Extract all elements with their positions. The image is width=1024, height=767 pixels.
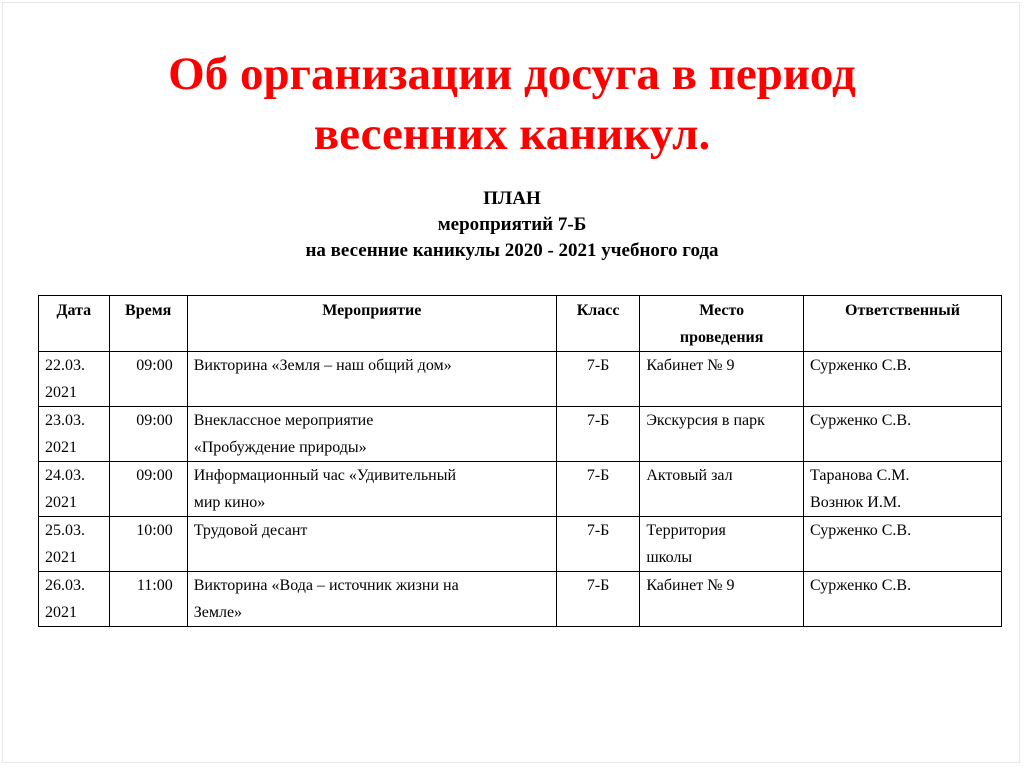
cell-place-line-1: Территория <box>646 522 726 539</box>
cell-event <box>187 517 556 572</box>
cell-time: 10:00 <box>109 517 187 572</box>
cell-event-line-1: Викторина «Вода – источник жизни на <box>193 577 459 594</box>
cell-place-line-2: школы <box>646 549 693 566</box>
cell-responsible <box>804 352 1002 407</box>
cell-event-line-1: Информационный час «Удивительный <box>193 467 457 484</box>
table-row <box>39 572 1002 627</box>
cell-date <box>39 572 110 627</box>
cell-responsible-line-1: Сурженко С.В. <box>810 522 912 539</box>
cell-class: 7-Б <box>556 462 639 517</box>
cell-class: 7-Б <box>556 352 639 407</box>
header-place-line-2: проведения <box>679 329 764 346</box>
cell-place <box>640 572 804 627</box>
cell-class: 7-Б <box>556 572 639 627</box>
cell-time: 09:00 <box>109 462 187 517</box>
cell-event-line-2: мир кино» <box>193 494 266 511</box>
header-date: Дата <box>39 296 110 352</box>
cell-date <box>39 352 110 407</box>
cell-responsible-line-1: Сурженко С.В. <box>810 357 912 374</box>
slide-title-line-2: весенних каникул. <box>313 108 711 160</box>
cell-place <box>640 352 804 407</box>
header-place-line-1: Место <box>699 302 745 319</box>
header-responsible: Ответственный <box>804 296 1002 352</box>
cell-class: 7-Б <box>556 407 639 462</box>
cell-event <box>187 352 556 407</box>
table-row <box>39 407 1002 462</box>
events-table <box>38 295 1002 627</box>
cell-responsible <box>804 407 1002 462</box>
cell-date <box>39 407 110 462</box>
cell-place-line-1: Кабинет № 9 <box>646 357 735 374</box>
cell-event <box>187 462 556 517</box>
table-header-row <box>39 296 1002 352</box>
cell-place-line-1: Актовый зал <box>646 467 733 484</box>
header-event: Мероприятие <box>187 296 556 352</box>
header-time: Время <box>109 296 187 352</box>
cell-date <box>39 462 110 517</box>
cell-responsible-line-1: Таранова С.М. <box>810 467 910 484</box>
cell-date-line-1: 24.03. <box>45 467 85 484</box>
cell-event <box>187 572 556 627</box>
cell-class: 7-Б <box>556 517 639 572</box>
cell-date-line-1: 26.03. <box>45 577 85 594</box>
cell-date <box>39 517 110 572</box>
cell-place <box>640 407 804 462</box>
cell-event-line-1: Внеклассное мероприятие <box>193 412 374 429</box>
cell-time: 11:00 <box>109 572 187 627</box>
cell-place-line-1: Кабинет № 9 <box>646 577 735 594</box>
cell-place <box>640 462 804 517</box>
table-row <box>39 462 1002 517</box>
table-row <box>39 352 1002 407</box>
cell-date-line-2: 2021 <box>45 549 77 566</box>
cell-date-line-2: 2021 <box>45 494 77 511</box>
cell-date-line-1: 25.03. <box>45 522 85 539</box>
slide-title-line-1: Об организации досуга в период <box>168 48 856 100</box>
cell-time: 09:00 <box>109 352 187 407</box>
cell-event-line-1: Викторина «Земля – наш общий дом» <box>193 357 452 374</box>
cell-place <box>640 517 804 572</box>
plan-header <box>0 186 1024 264</box>
cell-responsible-line-1: Сурженко С.В. <box>810 577 912 594</box>
header-place <box>640 296 804 352</box>
cell-time: 09:00 <box>109 407 187 462</box>
cell-event-line-2: «Пробуждение природы» <box>193 439 367 456</box>
slide-title <box>0 44 1024 164</box>
cell-date-line-2: 2021 <box>45 384 77 401</box>
plan-heading: ПЛАН <box>483 188 541 209</box>
cell-date-line-2: 2021 <box>45 604 77 621</box>
plan-subheading: мероприятий 7-Б <box>437 214 587 235</box>
cell-responsible <box>804 572 1002 627</box>
table-row <box>39 517 1002 572</box>
cell-date-line-2: 2021 <box>45 439 77 456</box>
header-class: Класс <box>556 296 639 352</box>
cell-responsible-line-2: Вознюк И.М. <box>810 494 902 511</box>
cell-date-line-1: 22.03. <box>45 357 85 374</box>
cell-event-line-2: Земле» <box>193 604 243 621</box>
cell-place-line-1: Экскурсия в парк <box>646 412 765 429</box>
cell-responsible <box>804 462 1002 517</box>
cell-event-line-1: Трудовой десант <box>193 522 308 539</box>
cell-responsible-line-1: Сурженко С.В. <box>810 412 912 429</box>
plan-period: на весенние каникулы 2020 - 2021 учебного года <box>305 240 719 261</box>
cell-date-line-1: 23.03. <box>45 412 85 429</box>
cell-responsible <box>804 517 1002 572</box>
cell-event <box>187 407 556 462</box>
